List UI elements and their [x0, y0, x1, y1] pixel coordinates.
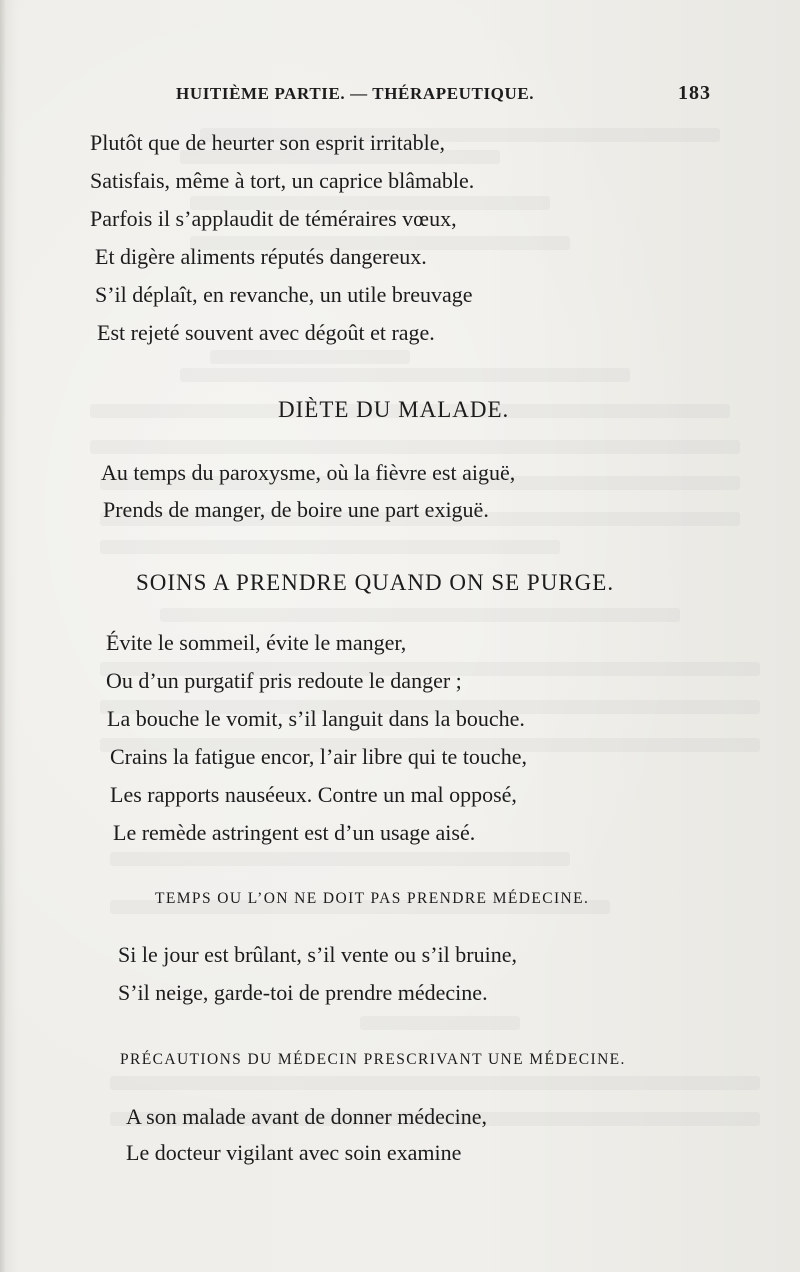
verse-line: Le docteur vigilant avec soin examine	[126, 1140, 462, 1165]
running-header	[0, 80, 800, 110]
verse-line: Crains la fatigue encor, l’air libre qui te touche,	[110, 744, 527, 769]
section-title-soins: SOINS A PRENDRE QUAND ON SE PURGE.	[136, 570, 615, 595]
verse-line: Prends de manger, de boire une part exiguë.	[103, 497, 489, 522]
verse-line: S’il neige, garde-toi de prendre médecine.	[118, 980, 488, 1005]
section-title-temps: TEMPS OU L’ON NE DOIT PAS PRENDRE MÉDECINE.	[155, 890, 590, 907]
verse-line: Si le jour est brûlant, s’il vente ou s’il bruine,	[118, 942, 517, 967]
verse-line: Ou d’un purgatif pris redoute le danger ;	[106, 668, 462, 693]
page-number: 183	[678, 82, 711, 104]
verse-line: Au temps du paroxysme, où la fièvre est aiguë,	[101, 460, 516, 485]
verse-line: Est rejeté souvent avec dégoût et rage.	[97, 320, 435, 345]
section-title-diete: DIÈTE DU MALADE.	[278, 397, 510, 422]
verse-line: Évite le sommeil, évite le manger,	[106, 630, 407, 655]
verse-line: Le remède astringent est d’un usage aisé.	[113, 820, 476, 845]
verse-line: Les rapports nauséeux. Contre un mal opposé,	[110, 782, 517, 807]
section-title-precautions: PRÉCAUTIONS DU MÉDECIN PRESCRIVANT UNE MÉDECINE.	[120, 1051, 626, 1068]
verse-line: Plutôt que de heurter son esprit irritable,	[90, 130, 445, 155]
header-title: HUITIÈME PARTIE. — THÉRAPEUTIQUE.	[176, 84, 535, 103]
verse-line: Satisfais, même à tort, un caprice blâmable.	[90, 168, 475, 193]
page-gutter-shadow	[0, 0, 6, 1272]
verse-line: Parfois il s’applaudit de téméraires vœux,	[90, 206, 457, 231]
verse-line: A son malade avant de donner médecine,	[126, 1104, 488, 1129]
verse-line: La bouche le vomit, s’il languit dans la bouche.	[107, 706, 525, 731]
verse-line: S’il déplaît, en revanche, un utile breuvage	[95, 282, 473, 307]
verse-line: Et digère aliments réputés dangereux.	[95, 244, 427, 269]
